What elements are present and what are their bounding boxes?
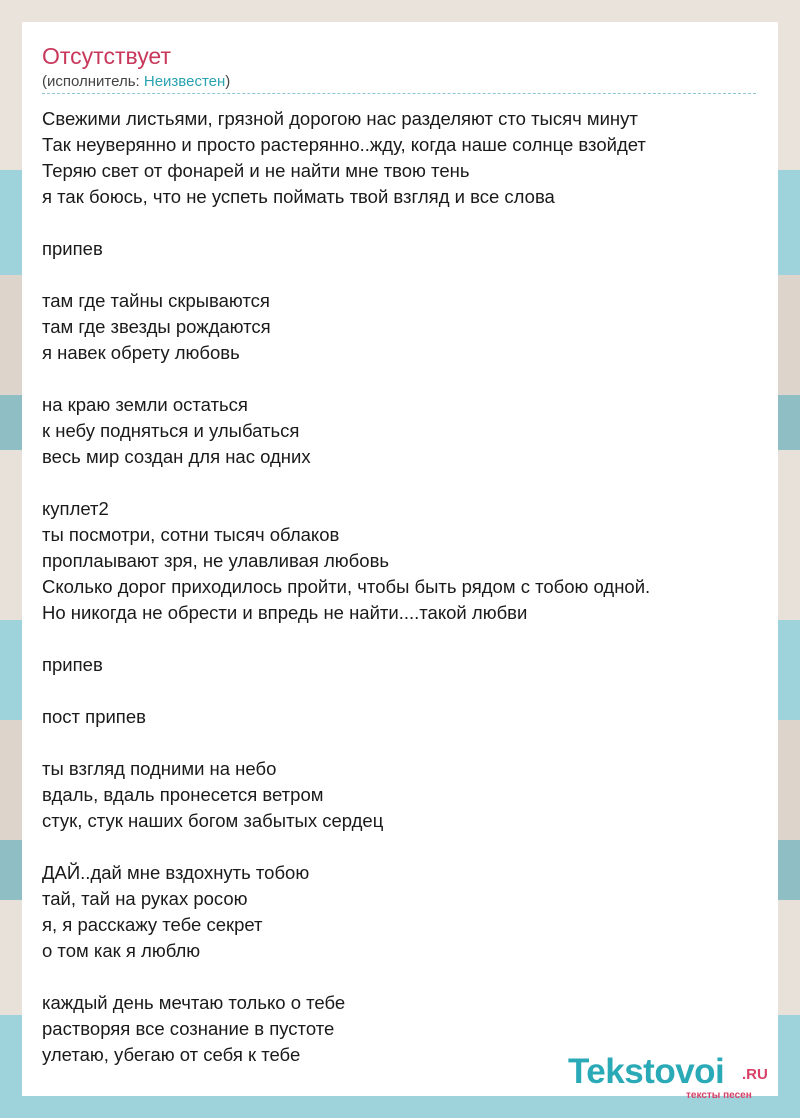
lyric-line: проплаывают зря, не улавливая любовь — [42, 550, 390, 571]
lyric-line: припев — [42, 654, 103, 675]
blank-line — [42, 730, 758, 756]
lyric-line: каждый день мечтаю только о тебе — [42, 992, 346, 1013]
lyric-line: куплет2 — [42, 498, 109, 519]
lyric-line: припев — [42, 238, 103, 259]
artist-prefix: (исполнитель: — [42, 73, 144, 90]
lyric-line: Но никогда не обрести и впредь не найти....такой любви — [42, 602, 528, 623]
lyric-line: Сколько дорог приходилось пройти, чтобы быть рядом с тобою одной. — [42, 576, 651, 597]
song-title: Отсутствует — [42, 43, 171, 69]
lyric-line: там где звезды рождаются — [42, 316, 271, 337]
lyrics-card — [22, 22, 778, 1101]
blank-line — [42, 366, 758, 392]
blank-line — [42, 678, 758, 704]
lyric-line: стук, стук наших богом забытых сердец — [42, 810, 384, 831]
lyric-line: к небу подняться и улыбаться — [42, 420, 300, 441]
lyric-line: Так неуверянно и просто растерянно..жду, когда наше солнце взойдет — [42, 134, 646, 155]
logo-domain: .RU — [742, 1066, 768, 1083]
lyric-line: тай, тай на руках росою — [42, 888, 248, 909]
lyric-line: о том как я люблю — [42, 940, 201, 961]
lyric-line: ДАЙ..дай мне вздохнуть тобою — [42, 862, 310, 883]
lyric-line: я, я расскажу тебе секрет — [42, 914, 263, 935]
blank-line — [42, 626, 758, 652]
lyric-line: вдаль, вдаль пронесется ветром — [42, 784, 324, 805]
lyric-line: ты посмотри, сотни тысяч облаков — [42, 524, 340, 545]
lyric-line: там где тайны скрываются — [42, 290, 270, 311]
artist-link[interactable]: Неизвестен — [143, 73, 226, 90]
lyric-line: я так боюсь, что не успеть поймать твой взгляд и все слова — [42, 186, 555, 207]
artist-suffix: ) — [225, 73, 231, 90]
lyric-line: на краю земли остаться — [42, 394, 248, 415]
lyric-line: я навек обрету любовь — [42, 342, 240, 363]
title-divider — [42, 93, 756, 94]
artist-line — [42, 72, 230, 92]
lyric-line: улетаю, убегаю от себя к тебе — [42, 1044, 301, 1065]
lyric-line: ты взгляд подними на небо — [42, 758, 277, 779]
lyric-line: растворяя все сознание в пустоте — [42, 1018, 335, 1039]
blank-line — [42, 262, 758, 288]
lyric-line: Свежими листьями, грязной дорогою нас разделяют сто тысяч минут — [42, 108, 638, 129]
blank-line — [42, 210, 758, 236]
lyric-line: Теряю свет от фонарей и не найти мне твою тень — [42, 160, 470, 181]
logo-wordmark: Tekstovoi — [568, 1052, 725, 1091]
logo-tagline: тексты песен — [686, 1090, 752, 1101]
lyric-line: весь мир создан для нас одних — [42, 446, 311, 467]
blank-line — [42, 964, 758, 990]
site-logo[interactable] — [568, 1052, 778, 1102]
blank-line — [42, 470, 758, 496]
lyrics-text — [42, 106, 758, 1068]
lyric-line: пост припев — [42, 706, 146, 727]
blank-line — [42, 834, 758, 860]
